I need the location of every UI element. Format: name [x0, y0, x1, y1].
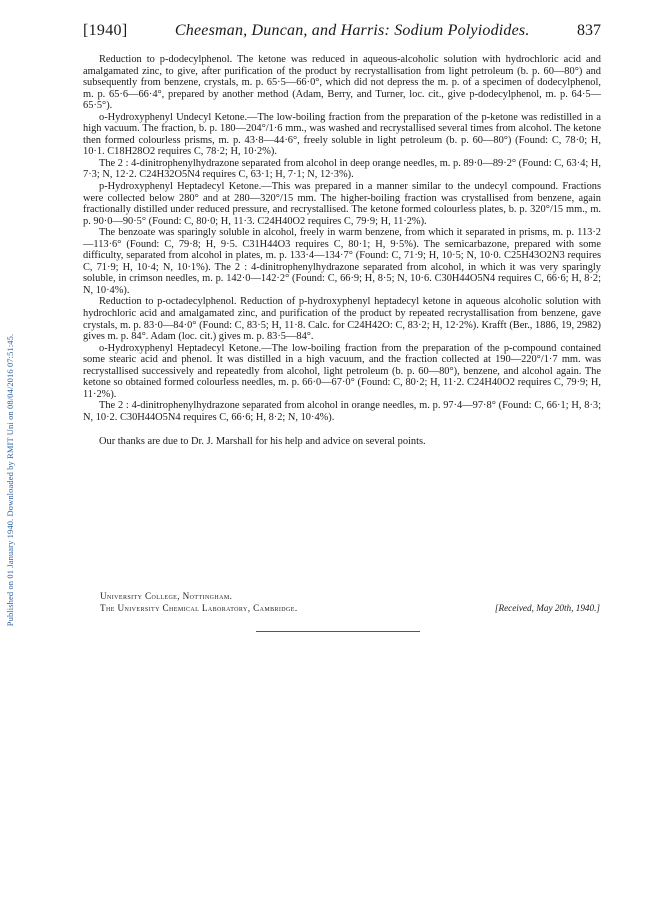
institution-cambridge: The University Chemical Laboratory, Cambridge. — [100, 602, 298, 613]
paragraph-dinitrophenylhydrazone-2: The 2 : 4-dinitrophenylhydrazone separated from alcohol in orange needles, m. p. 97·4—97·8° (Found: C, 66·1; H, 8·3; N, 10·2. C30H44O5N4 requires C, 66·6; H, 8·2; N, 10·4%). — [83, 400, 601, 423]
page-number: 837 — [576, 22, 601, 39]
paragraph-reduction-octadecylphenol: Reduction to p-octadecylphenol. Reduction of p-hydroxyphenyl heptadecyl ketone in aqueous alcoholic solution with hydrochloric acid and amalgamated zinc, and purification of the product by repeated recrystallisation from benzene, gave crystals, m. p. 83·0—84·0° (Found: C, 83·5; H, 11·8. Calc. for C24H42O: C, 83·2; H, 12·2%). Krafft (Ber., 1886, 19, 2982) gives m. p. 84°. Adam (loc. cit.) gives m. p. 83·5—84°. — [83, 296, 601, 343]
running-header — [83, 22, 601, 44]
received-date: [Received, May 20th, 1940.] — [494, 602, 600, 613]
end-rule — [256, 631, 420, 632]
paragraph-dinitrophenylhydrazone-1: The 2 : 4-dinitrophenylhydrazone separated from alcohol in deep orange needles, m. p. 89·0—89·2° (Found: C, 63·4; H, 7·3; N, 12·2. C24H32O5N4 requires C, 63·1; H, 7·1; N, 12·3%). — [83, 157, 601, 181]
header-year: [1940] — [83, 22, 128, 39]
affiliations — [100, 591, 600, 614]
header-title: Cheesman, Duncan, and Harris: Sodium Polyiodides. — [174, 22, 530, 39]
article-body — [83, 54, 601, 447]
paragraph-p-hydroxyphenyl-heptadecyl-ketone: p-Hydroxyphenyl Heptadecyl Ketone.—This was prepared in a manner similar to the undecyl compound. Fractions were collected below 280° and at 280—320°/15 mm. The higher-boiling fraction was crystallised from benzene, again fractionally distilled under reduced pressure, and recrystallised. The ketone formed colourless plates, b. p. 320°/15 mm., m. p. 90·0—90·5° (Found: C, 80·0; H, 11·3. C24H40O2 requires C, 79·9; H, 11·2%). — [83, 181, 601, 227]
paragraph-benzoate: The benzoate was sparingly soluble in alcohol, freely in warm benzene, from which it separated in prisms, m. p. 113·2—113·6° (Found: C, 79·8; H, 9·5. C31H44O3 requires C, 80·1; H, 9·5%). The semicarbazone, prepared with some difficulty, separated from alcohol in plates, m. p. 133·4—134·7° (Found: C, 71·9; H, 10·5; N, 10·0. C25H43O2N3 requires C, 71·9; H, 10·4; N, 10·1%). The 2 : 4-dinitrophenylhydrazone separated from alcohol, in which it was very sparingly soluble, in crimson needles, m. p. 142·0—142·2° (Found: C, 66·9; H, 8·5; N, 10·6. C30H44O5N4 requires C, 66·6; H, 8·2; N, 10·4%). — [83, 227, 601, 296]
paragraph-o-hydroxyphenyl-heptadecyl-ketone: o-Hydroxyphenyl Heptadecyl Ketone.—The low-boiling fraction from the preparation of the p-compound contained some stearic acid and phenol. It was distilled in a high vacuum, and the fraction collected at 190—220°/1·7 mm. was recrystallised successively and repeatedly from alcohol, light petroleum (b. p. 60—80°), benzene, and alcohol again. The ketone so obtained formed colourless needles, m. p. 66·0—67·0° (Found: C, 80·2; H, 11·2. C24H40O2 requires C, 79·9; H, 11·2%). — [83, 342, 601, 400]
paragraph-o-hydroxyphenyl-undecyl-ketone: o-Hydroxyphenyl Undecyl Ketone.—The low-boiling fraction from the preparation of the p-ketone was redistilled in a high vacuum. The fraction, b. p. 180—204°/1·6 mm., was washed and recrystallised several times from alcohol. The ketone then formed colourless prisms, m. p. 43·8—44·6°, freely soluble in light petroleum (b. p. 60—80°) (Found: C, 78·0; H, 10·1. C18H28O2 requires C, 78·2; H, 10·2%). — [83, 111, 601, 158]
paragraph-reduction-dodecylphenol: Reduction to p-dodecylphenol. The ketone was reduced in aqueous-alcoholic solution with hydrochloric acid and amalgamated zinc, to give, after purification of the product by recrystallisation from light petroleum (b. p. 60—80°) and subsequently from benzene, crystals, m. p. 65·5—66·0°, which did not depress the m. p. of a specimen of dodecylphenol, m. p. 65·6—66·4°, prepared by another method (Adam, Berry, and Turner, loc. cit., give p-dodecylphenol, m. p. 64·5—65·5°). — [83, 54, 601, 112]
institution-nottingham: University College, Nottingham. — [100, 591, 233, 601]
paragraph-acknowledgement: Our thanks are due to Dr. J. Marshall for his help and advice on several points. — [99, 435, 426, 447]
download-watermark — [3, 200, 17, 760]
watermark-text: Published on 01 January 1940. Downloaded by RMIT Uni on 08/04/2016 07:51:45. — [5, 333, 15, 627]
